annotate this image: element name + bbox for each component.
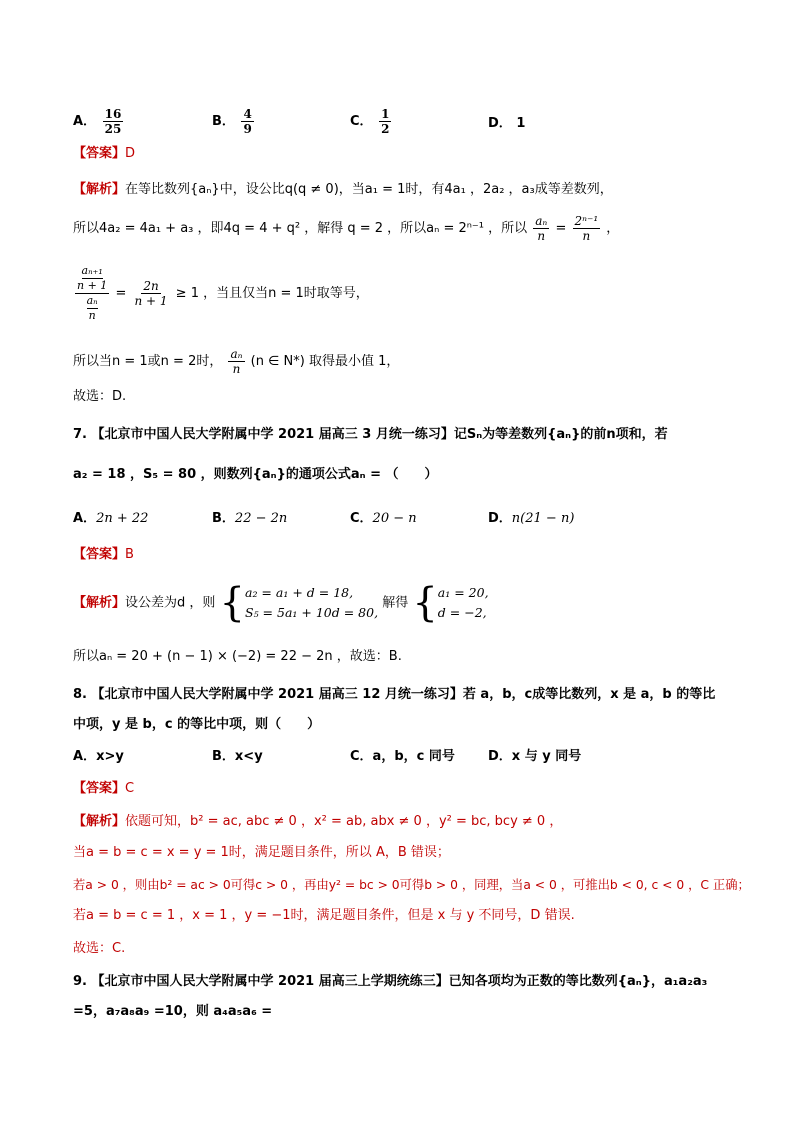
answer-tag: 【答案】	[73, 547, 126, 562]
option-label: C．	[350, 749, 373, 764]
question-text: 记Sₙ为等差数列{aₙ}的前n项和，若	[453, 427, 668, 442]
analysis-text: 若a > 0 ，则由b² = ac > 0可得c > 0 ，再由y² = bc > 0可得b > 0 ，同理，当a < 0 ，可推出b < 0, c < 0 ，C 正确；	[73, 878, 750, 892]
numerator: 4	[243, 107, 252, 121]
question-text: 已知各项均为正数的等比数列{aₙ}，a₁a₂a₃	[448, 974, 708, 989]
denominator: n	[582, 229, 591, 243]
numerator: 2ⁿ⁻¹	[574, 214, 599, 228]
option-a	[73, 107, 125, 136]
analysis-text: 若a = b = c = 1 ，x = 1 ，y = −1时，满足题目条件，但是 x 与 y 不同号，D 错误.	[73, 908, 575, 923]
question-source: 【北京市中国人民大学附属中学 2021 届高三 3 月统一练习】	[91, 427, 454, 442]
analysis-text: 在等比数列{aₙ}中，设公比q(q ≠ 0)，当a₁ = 1时，有4a₁ ，2a₂ ，a₃成等差数列，	[125, 182, 613, 197]
option-d	[488, 115, 525, 133]
analysis-text: (n ∈ N*) 取得最小值 1，	[250, 354, 400, 369]
analysis-line-1	[73, 181, 613, 199]
analysis-text: ≥ 1 ，当且仅当n = 1时取等号，	[175, 286, 369, 301]
answer-value: D	[125, 146, 136, 161]
option-value: 1	[516, 116, 526, 131]
question-text: a₂ = 18 ，S₅ = 80 ，则数列{aₙ}的通项公式aₙ = （ ）	[73, 467, 438, 482]
fraction	[228, 347, 244, 376]
question-text: =5，a₇a₈a₉ =10，则 a₄a₅a₆ =	[73, 1004, 273, 1019]
equation-row: a₁ = 20,	[437, 585, 489, 600]
denominator: 9	[243, 122, 252, 136]
denominator: n	[537, 229, 546, 243]
analysis-tag: 【解析】	[73, 595, 126, 611]
equals-sign: =	[115, 286, 127, 301]
fraction	[379, 107, 391, 136]
option-value: 2n + 22	[96, 511, 149, 526]
equation-row: d = −2,	[437, 605, 487, 620]
denominator: n + 1	[77, 279, 108, 292]
question-text: 中项，y 是 b，c 的等比中项，则（ ）	[73, 717, 321, 732]
answer-line	[73, 145, 135, 163]
question-source: 【北京市中国人民大学附属中学 2021 届高三 12 月统一练习】	[91, 687, 463, 702]
analysis-line-2	[73, 844, 450, 862]
option-label: D．	[488, 749, 512, 764]
question-stem-8	[73, 686, 715, 704]
fraction	[573, 214, 601, 243]
answer-value: B	[125, 547, 134, 562]
answer-line	[73, 546, 134, 564]
question-stem-7-line-2	[73, 466, 438, 484]
option-label: A．	[73, 511, 97, 526]
option-value: 20 − n	[372, 511, 417, 526]
option-label: D．	[488, 116, 512, 131]
analysis-text: 所以aₙ = 20 + (n − 1) × (−2) = 22 − 2n ，故选：B.	[73, 649, 402, 664]
analysis-text: 当a = b = c = x = y = 1时，满足题目条件，所以 A，B 错误；	[73, 845, 450, 860]
analysis-text: 所以4a₂ = 4a₁ + a₃ ，即4q = 4 + q² ，解得 q = 2 ，所以aₙ = 2ⁿ⁻¹ ，所以	[73, 221, 528, 236]
option-label: A．	[73, 114, 97, 129]
question-stem-8-line-2	[73, 716, 320, 734]
option-c	[350, 107, 393, 136]
option-value: x<y	[234, 749, 263, 764]
left-brace: {	[219, 580, 245, 626]
option-b	[212, 510, 287, 528]
answer-tag: 【答案】	[73, 146, 126, 161]
numerator: aₙ₊₁	[81, 264, 103, 277]
analysis-line-3	[73, 264, 369, 323]
equals-sign: =	[555, 221, 567, 236]
analysis-text: 解得	[382, 595, 409, 611]
denominator: n	[232, 362, 241, 376]
analysis-tag: 【解析】	[73, 814, 126, 829]
equation-system	[438, 583, 489, 623]
option-label: B．	[212, 114, 235, 129]
analysis-line-3	[73, 876, 750, 894]
numerator: aₙ	[86, 294, 98, 307]
fraction	[103, 107, 124, 136]
option-c	[350, 748, 455, 766]
answer-tag: 【答案】	[73, 781, 126, 796]
left-brace: {	[412, 580, 438, 626]
option-d	[488, 510, 574, 528]
question-source: 【北京市中国人民大学附属中学 2021 届高三上学期统练三】	[91, 974, 449, 989]
option-a	[73, 510, 148, 528]
option-b	[212, 107, 256, 136]
option-label: D．	[488, 511, 512, 526]
option-c	[350, 510, 417, 528]
conclusion-text: 故选：C.	[73, 941, 126, 956]
compound-denominator	[85, 294, 100, 323]
numerator: 16	[104, 107, 122, 121]
analysis-text: 所以当n = 1或n = 2时，	[73, 354, 223, 369]
denominator: n + 1	[134, 294, 168, 308]
question-number: 8.	[73, 687, 87, 702]
equation-row: S₅ = 5a₁ + 10d = 80,	[245, 605, 379, 620]
analysis-line-1	[73, 813, 562, 831]
analysis-line-2	[73, 214, 619, 243]
equation-row: a₂ = a₁ + d = 18,	[245, 585, 354, 600]
analysis-line-4	[73, 907, 575, 925]
option-value: x>y	[96, 749, 124, 764]
denominator: 25	[104, 122, 122, 136]
option-value: a，b，c 同号	[372, 749, 455, 764]
option-label: B．	[212, 749, 235, 764]
denominator: 2	[381, 122, 390, 136]
fraction	[533, 214, 549, 243]
answer-value: C	[125, 781, 135, 796]
option-a	[73, 748, 124, 766]
option-b	[212, 748, 263, 766]
option-label: B．	[212, 511, 235, 526]
conclusion-line	[73, 940, 125, 958]
option-d	[488, 748, 581, 766]
analysis-text: 设公差为d ，则	[125, 595, 216, 611]
compound-numerator	[75, 264, 109, 294]
question-stem-9	[73, 973, 707, 991]
question-text: 若 a，b，c成等比数列，x 是 a，b 的等比	[462, 687, 716, 702]
question-number: 7.	[73, 427, 87, 442]
answer-line	[73, 780, 134, 798]
option-label: A．	[73, 749, 97, 764]
analysis-line-4	[73, 347, 399, 376]
option-value: n(21 − n)	[511, 511, 575, 526]
punctuation: ，	[606, 221, 620, 236]
denominator: n	[88, 309, 96, 322]
fraction	[132, 279, 169, 308]
analysis-line-2	[73, 648, 402, 666]
option-value: 22 − 2n	[234, 511, 288, 526]
numerator: aₙ	[230, 347, 243, 361]
numerator: aₙ	[535, 214, 548, 228]
fraction	[241, 107, 253, 136]
question-stem-7	[73, 426, 668, 444]
numerator: 1	[381, 107, 390, 121]
option-label: C．	[350, 114, 373, 129]
question-number: 9.	[73, 974, 87, 989]
numerator: 2n	[143, 279, 159, 293]
analysis-text: 依题可知，b² = ac, abc ≠ 0 ，x² = ab, abx ≠ 0 ，y² = bc, bcy ≠ 0 ，	[125, 814, 563, 829]
equation-system	[245, 583, 378, 623]
analysis-tag: 【解析】	[73, 182, 126, 197]
option-value: x 与 y 同号	[511, 749, 582, 764]
conclusion-line	[73, 388, 126, 406]
analysis-line-1	[73, 580, 489, 626]
conclusion-text: 故选：D.	[73, 389, 127, 404]
compound-fraction	[75, 264, 109, 323]
question-stem-9-line-2	[73, 1003, 272, 1021]
option-label: C．	[350, 511, 373, 526]
